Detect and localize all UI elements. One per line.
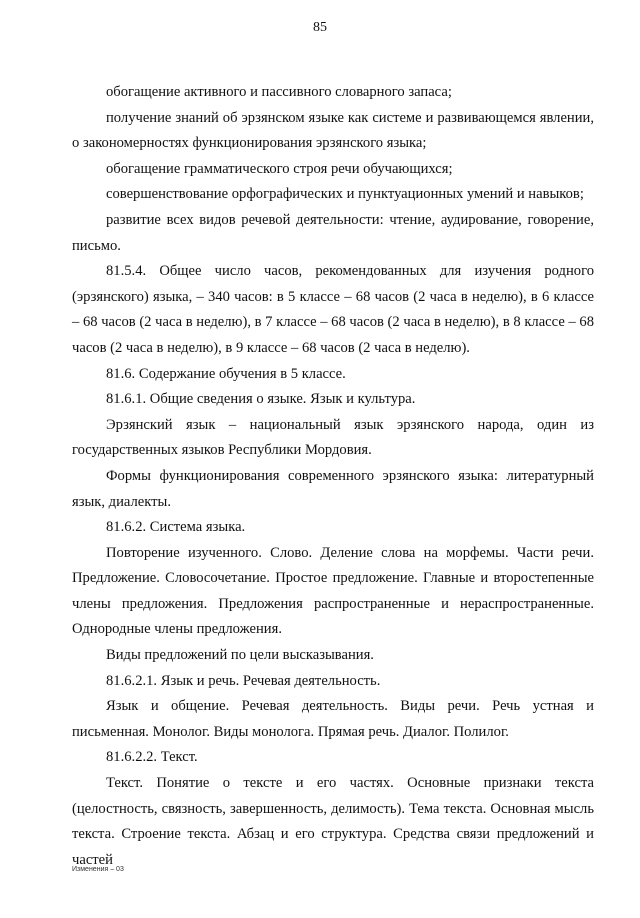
section-heading: 81.6.1. Общие сведения о языке. Язык и культура. xyxy=(106,391,416,408)
paragraph: развитие всех видов речевой деятельности: чтение, аудирование, говорение, письмо. xyxy=(72,211,594,254)
paragraph: Язык и общение. Речевая деятельность. Виды речи. Речь устная и письменная. Монолог. Виды монолога. Прямая речь. Диалог. Полилог. xyxy=(72,698,594,740)
footer-revision-note: Изменения – 03 xyxy=(72,866,124,873)
page-number: 85 xyxy=(313,20,327,35)
paragraph: обогащение активного и пассивного словарного запаса; xyxy=(106,84,452,100)
section-heading: 81.6.2. Система языка. xyxy=(106,519,246,536)
paragraph: Текст. Понятие о тексте и его частях. Основные признаки текста (целостность, связность, завершенность, делимость). Тема текста. Основная мысль текста. Строение текста. Абзац и его структура. Средства связи предложений и частей xyxy=(72,775,594,868)
paragraph: совершенствование орфографических и пунктуационных умений и навыков; xyxy=(106,186,584,203)
section-heading: 81.6.2.1. Язык и речь. Речевая деятельность. xyxy=(106,672,381,689)
paragraph: Формы функционирования современного эрзянского языка: литературный язык, диалекты. xyxy=(72,467,594,510)
paragraph: получение знаний об эрзянском языке как системе и развивающемся явлении, о закономерностях функционирования эрзянского языка; xyxy=(72,109,594,152)
paragraph: обогащение грамматического строя речи обучающихся; xyxy=(106,160,453,177)
section-heading: 81.6.2.2. Текст. xyxy=(106,749,198,766)
paragraph: Виды предложений по цели высказывания. xyxy=(106,647,374,664)
paragraph: Эрзянский язык – национальный язык эрзянского народа, один из государственных языков Республики Мордовия. xyxy=(72,416,594,459)
document-body xyxy=(72,80,594,873)
paragraph: 81.5.4. Общее число часов, рекомендованных для изучения родного (эрзянского) языка, – 340 часов: в 5 классе – 68 часов (2 часа в неделю), в 6 классе – 68 часов (2 часа в неделю), в 7 классе – 68 часов (2 часа в неделю), в 8 классе – 68 часов (2 часа в неделю), в 9 классе – 68 часов (2 часа в неделю). xyxy=(72,263,594,356)
paragraph: Повторение изученного. Слово. Деление слова на морфемы. Части речи. Предложение. Словосочетание. Простое предложение. Главные и второстепенные члены предложения. Предложения распространенные и нераспространенные. Однородные члены предложения. xyxy=(72,544,594,638)
section-heading: 81.6. Содержание обучения в 5 классе. xyxy=(106,365,346,382)
